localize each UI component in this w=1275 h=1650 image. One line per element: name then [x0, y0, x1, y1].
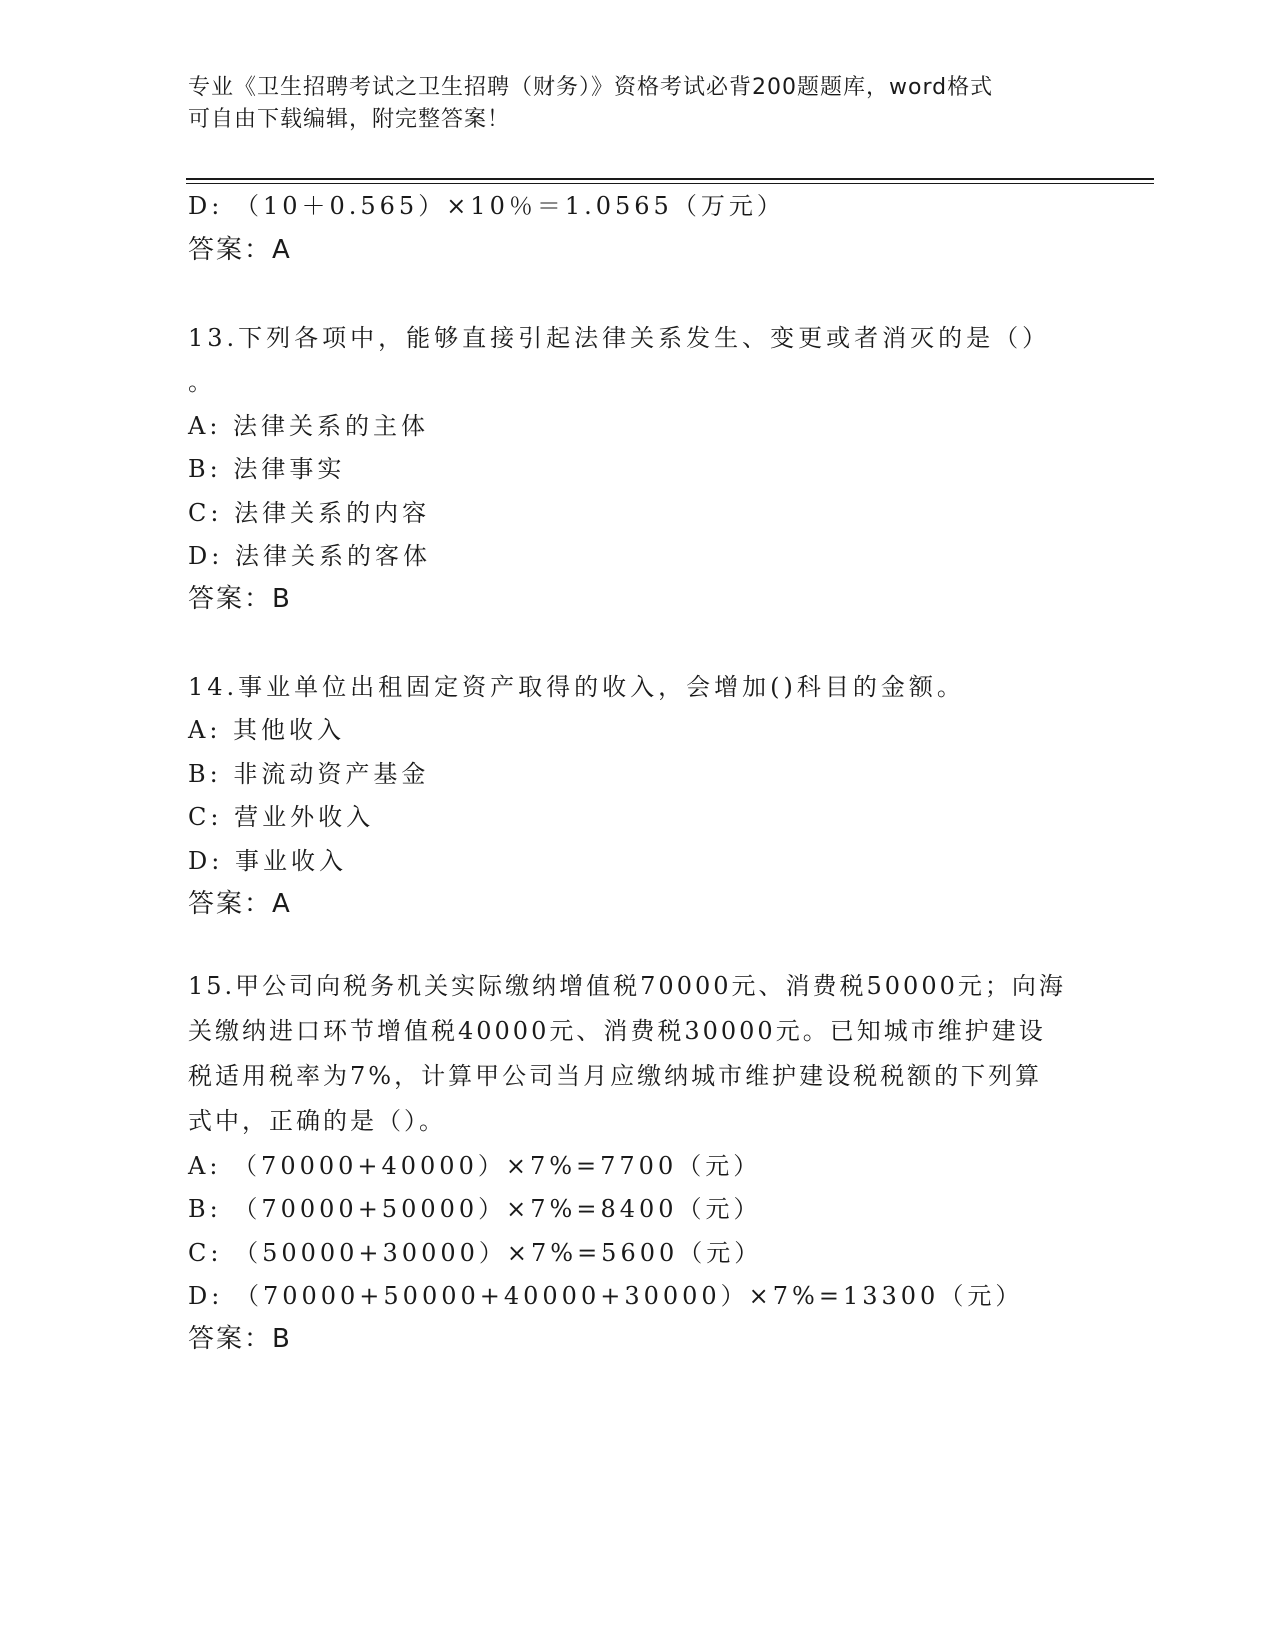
q13-stem: 13.下列各项中，能够直接引起法律关系发生、变更或者消灭的是（） — [188, 324, 1051, 352]
q15-option-d: D: （70000+50000+40000+30000）×7%=13300（元） — [188, 1282, 1024, 1310]
q15-stem: 15.甲公司向税务机关实际缴纳增值税70000元、消费税50000元；向海关缴纳进口环节增值税40000元、消费税30000元。已知城市维护建设税适用税率为7%，计算甲公司当月应缴纳城市维护建设税税额的下列算式中，正确的是（）。 — [188, 972, 1066, 1135]
q14-option-c: C: 营业外收入 — [188, 803, 375, 831]
q14-option-d: D: 事业收入 — [188, 847, 347, 875]
q13-option-d: D: 法律关系的客体 — [188, 542, 431, 570]
document-header — [188, 72, 1088, 136]
q13-option-c: C: 法律关系的内容 — [188, 499, 431, 527]
header-line-1: 专业《卫生招聘考试之卫生招聘（财务）》资格考试必背200题题库，word格式 — [188, 75, 994, 100]
q12-answer: 答案：A — [188, 235, 292, 265]
q13-answer: 答案：B — [188, 584, 292, 614]
q15-answer: 答案：B — [188, 1324, 292, 1354]
q13-option-b: B: 法律事实 — [188, 455, 346, 483]
q15-option-b: B: （70000+50000）×7%=8400（元） — [188, 1195, 762, 1223]
q13-stem-continued: 。 — [188, 368, 216, 396]
q12-option-d: D: （10＋0.565）×10％＝1.0565（万元） — [188, 192, 785, 220]
q14-answer: 答案：A — [188, 889, 292, 919]
header-divider-thin — [186, 183, 1154, 184]
header-divider-thick — [186, 178, 1154, 180]
q14-option-a: A: 其他收入 — [188, 716, 346, 744]
q13-option-a: A: 法律关系的主体 — [188, 412, 430, 440]
q14-stem: 14.事业单位出租固定资产取得的收入，会增加()科目的金额。 — [188, 673, 965, 701]
q15-option-c: C: （50000+30000）×7%=5600（元） — [188, 1239, 763, 1267]
header-line-2: 可自由下载编辑，附完整答案！ — [188, 107, 511, 132]
q15-option-a: A: （70000+40000）×7%=7700（元） — [188, 1152, 762, 1180]
q14-option-b: B: 非流动资产基金 — [188, 760, 430, 788]
